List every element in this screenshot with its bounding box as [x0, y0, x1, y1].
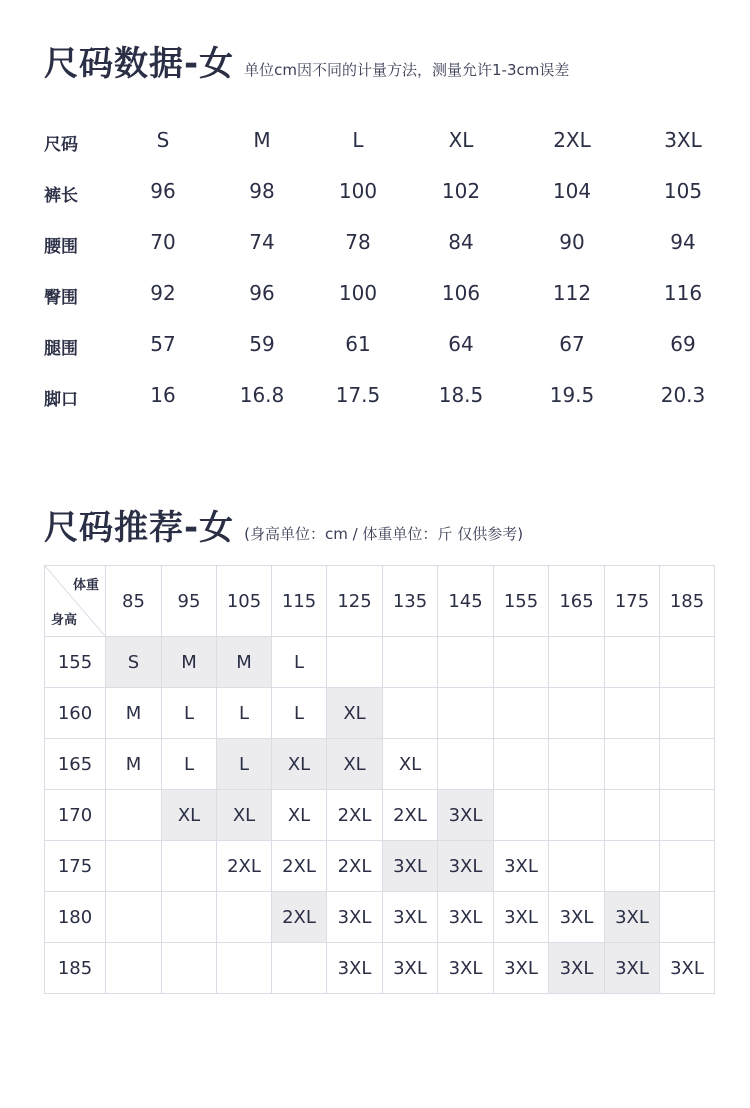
size-cell: XL — [327, 739, 383, 790]
size-cell: XL — [272, 790, 327, 841]
table-cell: M — [253, 128, 271, 152]
table-cell: 116 — [663, 281, 703, 305]
row-label: 尺码 — [44, 135, 78, 155]
size-cell — [162, 841, 217, 892]
size-data-heading — [44, 36, 569, 85]
size-cell — [605, 637, 660, 688]
grid-corner-cell — [45, 566, 106, 637]
size-cell: 3XL — [660, 943, 715, 994]
size-cell — [327, 637, 383, 688]
weight-header-cell: 135 — [383, 566, 438, 637]
size-cell: 3XL — [605, 943, 660, 994]
table-cell: L — [352, 128, 364, 152]
size-cell — [438, 739, 494, 790]
size-cell — [217, 943, 272, 994]
table-cell: 16 — [150, 383, 176, 407]
weight-header-cell: 105 — [217, 566, 272, 637]
size-cell — [605, 790, 660, 841]
weight-axis-label: 体重 — [72, 578, 99, 593]
table-cell: 16.8 — [239, 383, 285, 407]
size-cell — [660, 892, 715, 943]
height-header-cell: 155 — [45, 637, 106, 688]
size-row — [44, 220, 724, 271]
size-cell: 2XL — [327, 790, 383, 841]
weight-header-cell: 155 — [494, 566, 549, 637]
table-cell: 100 — [338, 179, 378, 203]
size-cell — [660, 841, 715, 892]
size-row — [44, 322, 724, 373]
weight-header-cell: 115 — [272, 566, 327, 637]
height-header-cell: 180 — [45, 892, 106, 943]
size-data-subtitle: 单位cm因不同的计量方法，测量允许1-3cm误差 — [244, 61, 570, 79]
size-cell — [549, 841, 605, 892]
size-data-title: 尺码数据-女 — [44, 44, 235, 84]
size-cell — [660, 790, 715, 841]
size-recommend-title: 尺码推荐-女 — [44, 508, 235, 548]
table-cell: 98 — [249, 179, 275, 203]
table-cell: 94 — [670, 230, 696, 254]
size-cell: 3XL — [438, 943, 494, 994]
size-cell: M — [162, 637, 217, 688]
size-cell: 3XL — [494, 943, 549, 994]
table-cell: 18.5 — [438, 383, 484, 407]
size-cell: L — [217, 688, 272, 739]
weight-header-cell: 95 — [162, 566, 217, 637]
size-header-row — [44, 118, 724, 169]
size-cell — [494, 739, 549, 790]
weight-header-cell: 165 — [549, 566, 605, 637]
table-cell: 90 — [559, 230, 585, 254]
size-cell: 3XL — [327, 892, 383, 943]
size-cell: XL — [162, 790, 217, 841]
size-cell: 3XL — [383, 943, 438, 994]
size-cell: 2XL — [272, 892, 327, 943]
height-header-cell: 165 — [45, 739, 106, 790]
size-cell: XL — [383, 739, 438, 790]
size-cell: 3XL — [549, 943, 605, 994]
size-data-table — [44, 118, 724, 424]
size-cell: 3XL — [383, 892, 438, 943]
size-cell: XL — [327, 688, 383, 739]
table-cell: 2XL — [553, 128, 591, 152]
table-cell: 104 — [552, 179, 592, 203]
grid-row — [45, 637, 715, 688]
height-header-cell: 175 — [45, 841, 106, 892]
size-cell — [162, 943, 217, 994]
row-label: 脚口 — [44, 390, 78, 410]
table-cell: 92 — [150, 281, 176, 305]
table-cell: 20.3 — [660, 383, 706, 407]
table-cell: 96 — [150, 179, 176, 203]
weight-header-cell: 175 — [605, 566, 660, 637]
size-recommend-heading — [44, 500, 523, 549]
size-cell: M — [106, 739, 162, 790]
grid-header-row — [45, 566, 715, 637]
grid-row — [45, 739, 715, 790]
size-cell — [494, 688, 549, 739]
table-cell: 70 — [150, 230, 176, 254]
weight-header-cell: 125 — [327, 566, 383, 637]
size-cell — [162, 892, 217, 943]
size-cell — [660, 739, 715, 790]
size-cell — [605, 739, 660, 790]
size-cell: S — [106, 637, 162, 688]
table-cell: 61 — [345, 332, 371, 356]
size-cell — [549, 739, 605, 790]
size-cell — [660, 688, 715, 739]
size-cell: 3XL — [605, 892, 660, 943]
size-cell — [549, 688, 605, 739]
grid-row — [45, 892, 715, 943]
row-label: 裤长 — [44, 186, 78, 206]
size-cell: M — [106, 688, 162, 739]
height-header-cell: 185 — [45, 943, 106, 994]
size-cell: 2XL — [217, 841, 272, 892]
size-cell: L — [272, 688, 327, 739]
size-cell — [438, 637, 494, 688]
size-cell — [605, 688, 660, 739]
size-cell: 2XL — [272, 841, 327, 892]
size-cell: 2XL — [383, 790, 438, 841]
size-cell: 3XL — [438, 892, 494, 943]
table-cell: 102 — [441, 179, 481, 203]
table-cell: 57 — [150, 332, 176, 356]
row-label: 臀围 — [44, 288, 78, 308]
size-cell: XL — [272, 739, 327, 790]
size-cell: L — [272, 637, 327, 688]
table-cell: 106 — [441, 281, 481, 305]
size-cell: 3XL — [327, 943, 383, 994]
table-cell: 64 — [448, 332, 474, 356]
size-cell — [660, 637, 715, 688]
size-row — [44, 169, 724, 220]
grid-row — [45, 943, 715, 994]
weight-header-cell: 85 — [106, 566, 162, 637]
size-cell — [438, 688, 494, 739]
size-cell: 3XL — [438, 841, 494, 892]
weight-header-cell: 145 — [438, 566, 494, 637]
size-recommend-subtitle: (身高单位：cm / 体重单位：斤 仅供参考) — [244, 525, 524, 543]
size-cell — [217, 892, 272, 943]
table-cell: S — [156, 128, 170, 152]
row-label: 腰围 — [44, 237, 78, 257]
size-cell: 3XL — [494, 841, 549, 892]
table-cell: 112 — [552, 281, 592, 305]
grid-row — [45, 688, 715, 739]
size-cell: 3XL — [549, 892, 605, 943]
size-cell: L — [217, 739, 272, 790]
size-cell — [106, 892, 162, 943]
size-cell — [494, 790, 549, 841]
size-cell — [272, 943, 327, 994]
table-cell: 84 — [448, 230, 474, 254]
height-header-cell: 160 — [45, 688, 106, 739]
row-label: 腿围 — [44, 339, 78, 359]
table-cell: 17.5 — [335, 383, 381, 407]
size-cell: 3XL — [438, 790, 494, 841]
height-axis-label: 身高 — [51, 613, 78, 628]
size-cell — [383, 637, 438, 688]
size-cell: XL — [217, 790, 272, 841]
size-cell — [106, 841, 162, 892]
size-cell: 3XL — [383, 841, 438, 892]
table-cell: 19.5 — [549, 383, 595, 407]
size-cell — [605, 841, 660, 892]
weight-header-cell: 185 — [660, 566, 715, 637]
table-cell: 78 — [345, 230, 371, 254]
table-cell: 3XL — [664, 128, 702, 152]
size-row — [44, 271, 724, 322]
size-recommend-grid — [44, 565, 715, 994]
table-cell: 59 — [249, 332, 275, 356]
table-cell: 67 — [559, 332, 585, 356]
size-cell — [549, 790, 605, 841]
size-cell — [106, 790, 162, 841]
grid-row — [45, 841, 715, 892]
table-cell: XL — [448, 128, 474, 152]
size-cell: M — [217, 637, 272, 688]
size-cell — [106, 943, 162, 994]
table-cell: 69 — [670, 332, 696, 356]
size-cell: 3XL — [494, 892, 549, 943]
table-cell: 100 — [338, 281, 378, 305]
size-cell: L — [162, 688, 217, 739]
size-row — [44, 373, 724, 424]
size-cell: L — [162, 739, 217, 790]
table-cell: 105 — [663, 179, 703, 203]
size-cell — [383, 688, 438, 739]
grid-row — [45, 790, 715, 841]
size-cell — [549, 637, 605, 688]
height-header-cell: 170 — [45, 790, 106, 841]
table-cell: 96 — [249, 281, 275, 305]
size-cell — [494, 637, 549, 688]
table-cell: 74 — [249, 230, 275, 254]
size-cell: 2XL — [327, 841, 383, 892]
